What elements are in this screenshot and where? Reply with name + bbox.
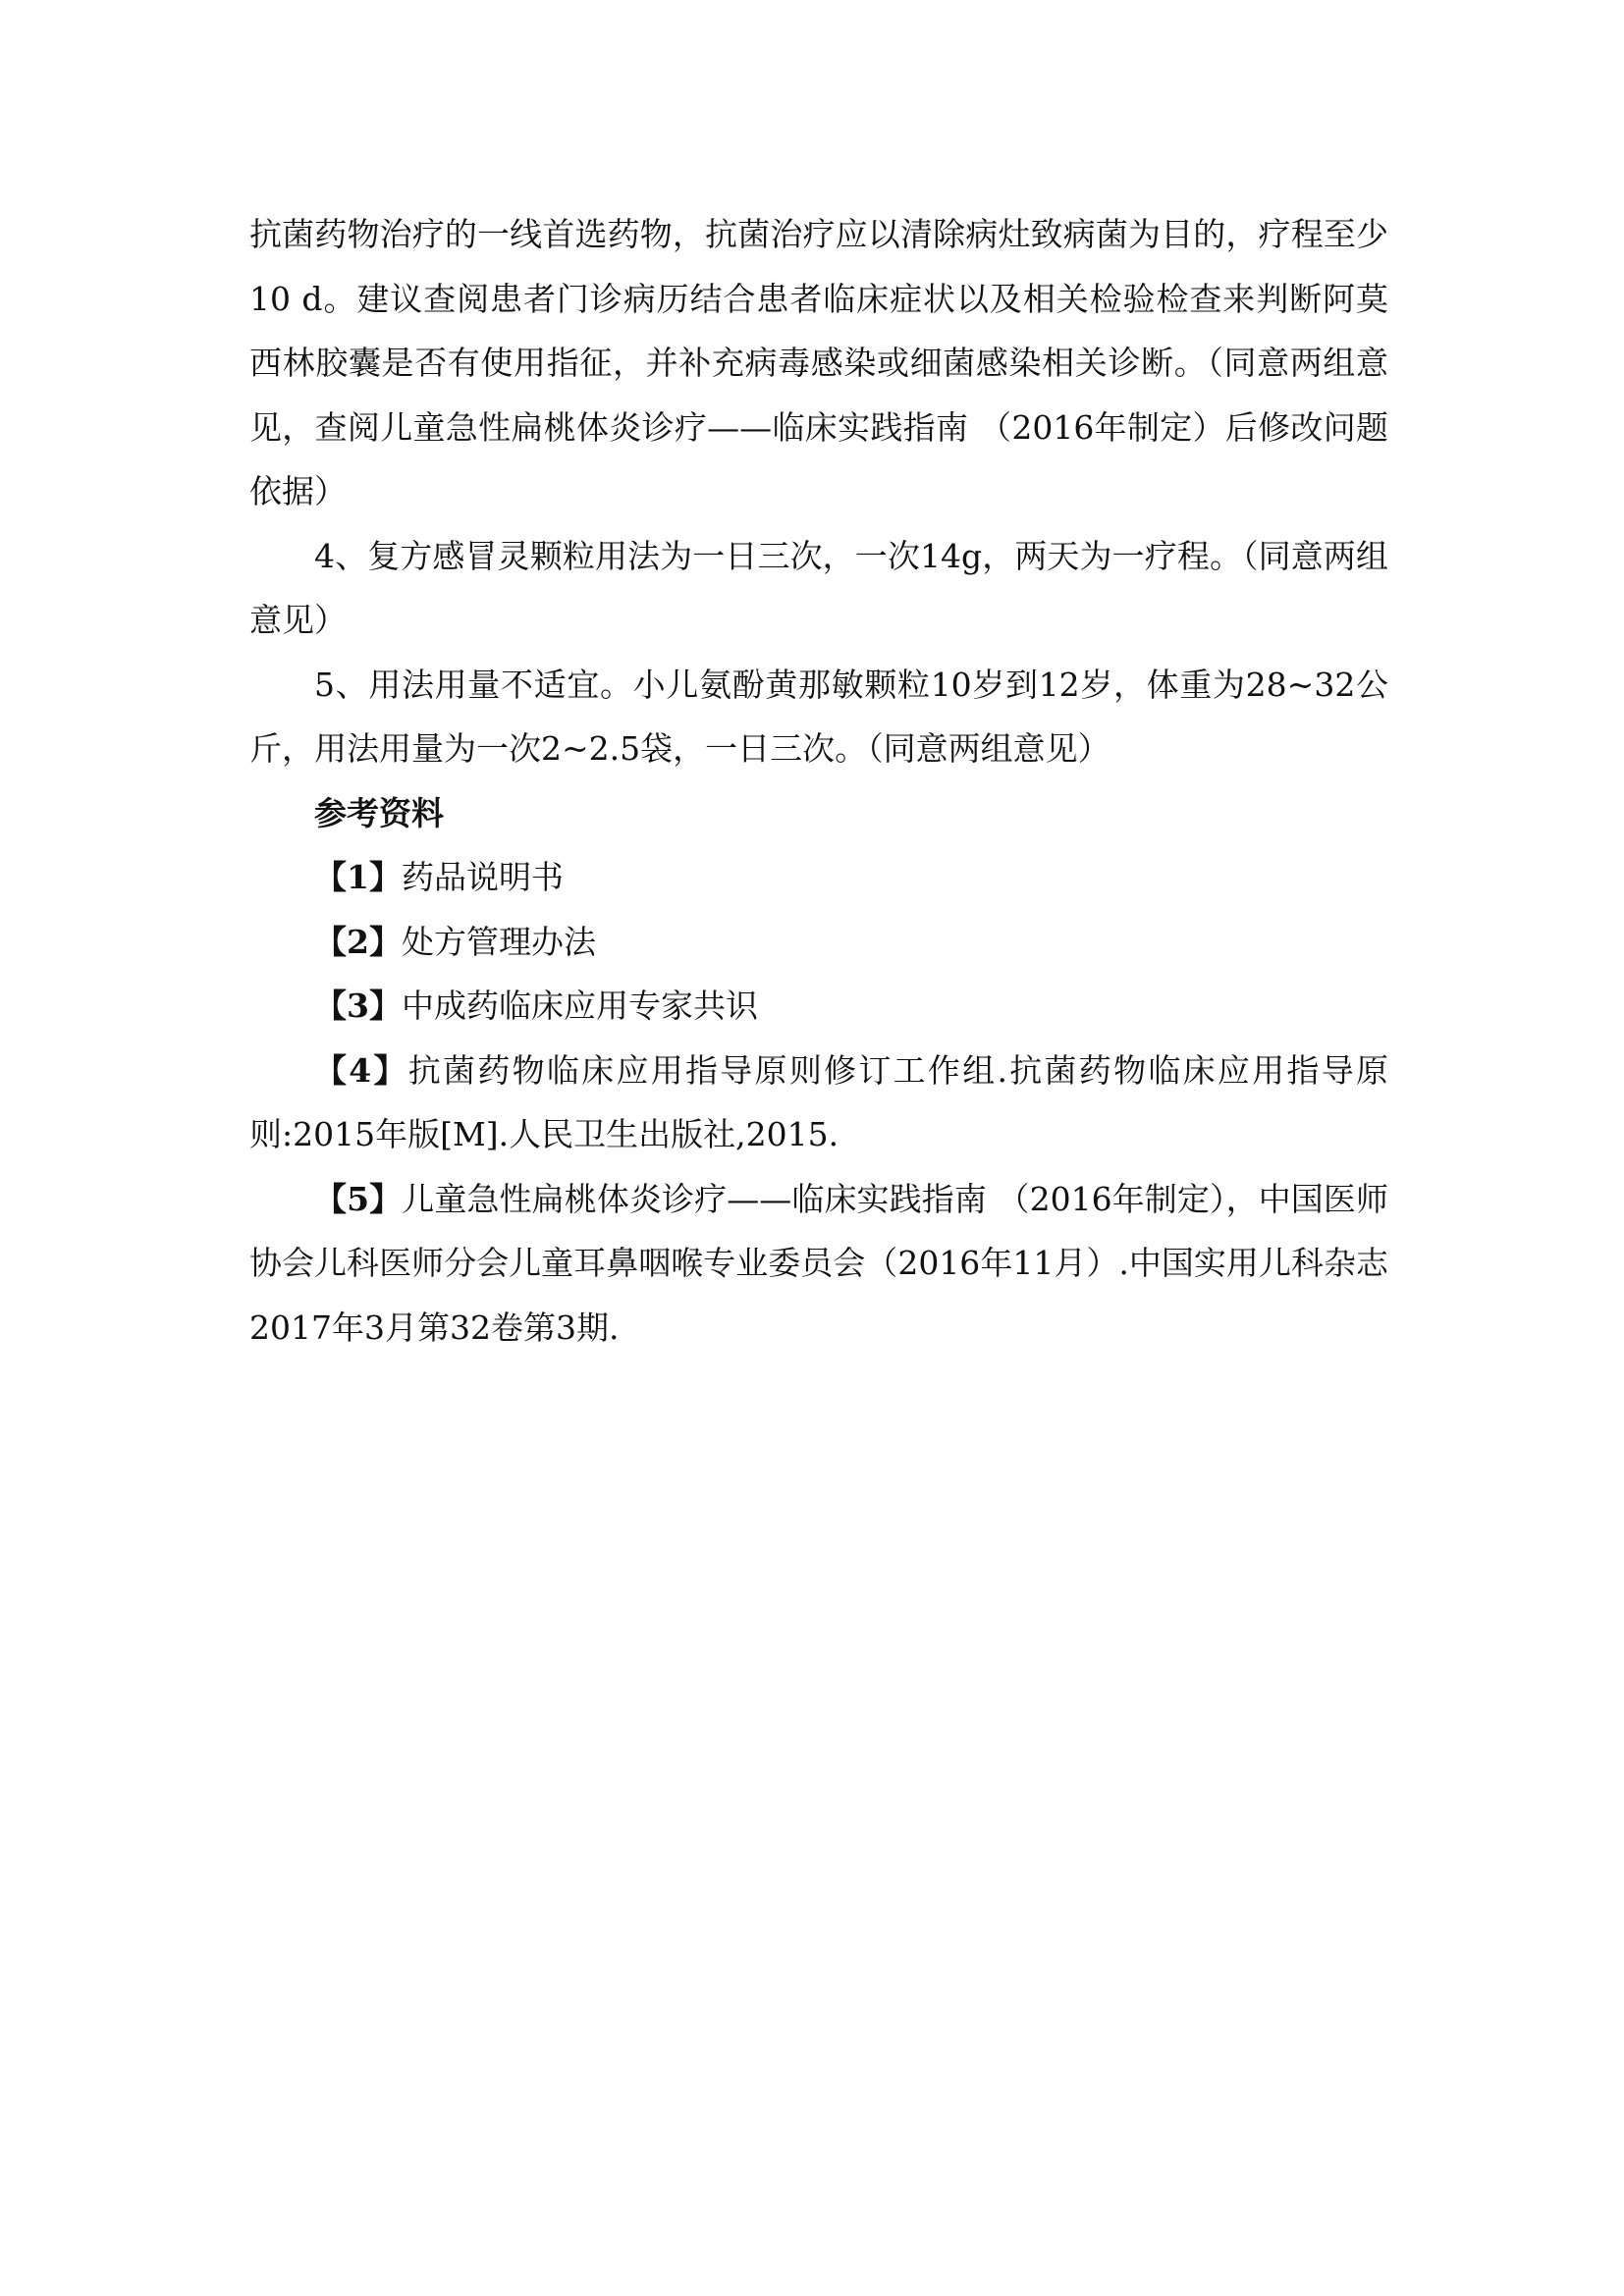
reference-text: 中成药临床应用专家共识 — [401, 987, 758, 1025]
body-paragraph-item-4: 4、复方感冒灵颗粒用法为一日三次，一次14g，两天为一疗程。（同意两组意见） — [249, 536, 1388, 639]
body-paragraph-antibiotic: 抗菌药物治疗的一线首选药物，抗菌治疗应以清除病灶致病菌为目的，疗程至少10 d。建议查阅患者门诊病历结合患者临床症状以及相关检验检查来判断阿莫西林胶囊是否有使用指征，并补充病毒感染或细菌感染相关诊断。（同意两组意见，查阅儿童急性扁桃体炎诊疗——临床实践指南 （2016年制定）后修改问题依据） — [249, 215, 1388, 510]
reference-text: 儿童急性扁桃体炎诊疗——临床实践指南 （2016年制定），中国医师协会儿科医师分会儿童耳鼻咽喉专业委员会（2016年11月）.中国实用儿科杂志 2017年3月第32卷第3期. — [249, 1179, 1388, 1347]
reference-item-1 — [249, 845, 1388, 910]
reference-text: 处方管理办法 — [401, 922, 596, 961]
references-heading: 参考资料 — [314, 793, 444, 832]
reference-mark: 【3】 — [314, 987, 402, 1025]
document-page — [249, 202, 1388, 1360]
reference-text: 抗菌药物临床应用指导原则修订工作组.抗菌药物临床应用指导原则:2015年版[M].人民卫生出版社,2015. — [249, 1050, 1388, 1153]
reference-text: 药品说明书 — [401, 858, 564, 896]
body-paragraph-item-5: 5、用法用量不适宜。小儿氨酚黄那敏颗粒10岁到12岁，体重为28~32公斤，用法用量为一次2~2.5袋，一日三次。（同意两组意见） — [249, 665, 1388, 768]
reference-item-3 — [249, 974, 1388, 1039]
reference-mark: 【1】 — [314, 858, 402, 896]
reference-mark: 【2】 — [314, 922, 402, 961]
reference-item-5 — [249, 1167, 1388, 1361]
reference-item-2 — [249, 910, 1388, 975]
reference-item-4 — [249, 1039, 1388, 1167]
reference-mark: 【5】 — [314, 1179, 403, 1218]
reference-mark: 【4】 — [314, 1050, 408, 1090]
